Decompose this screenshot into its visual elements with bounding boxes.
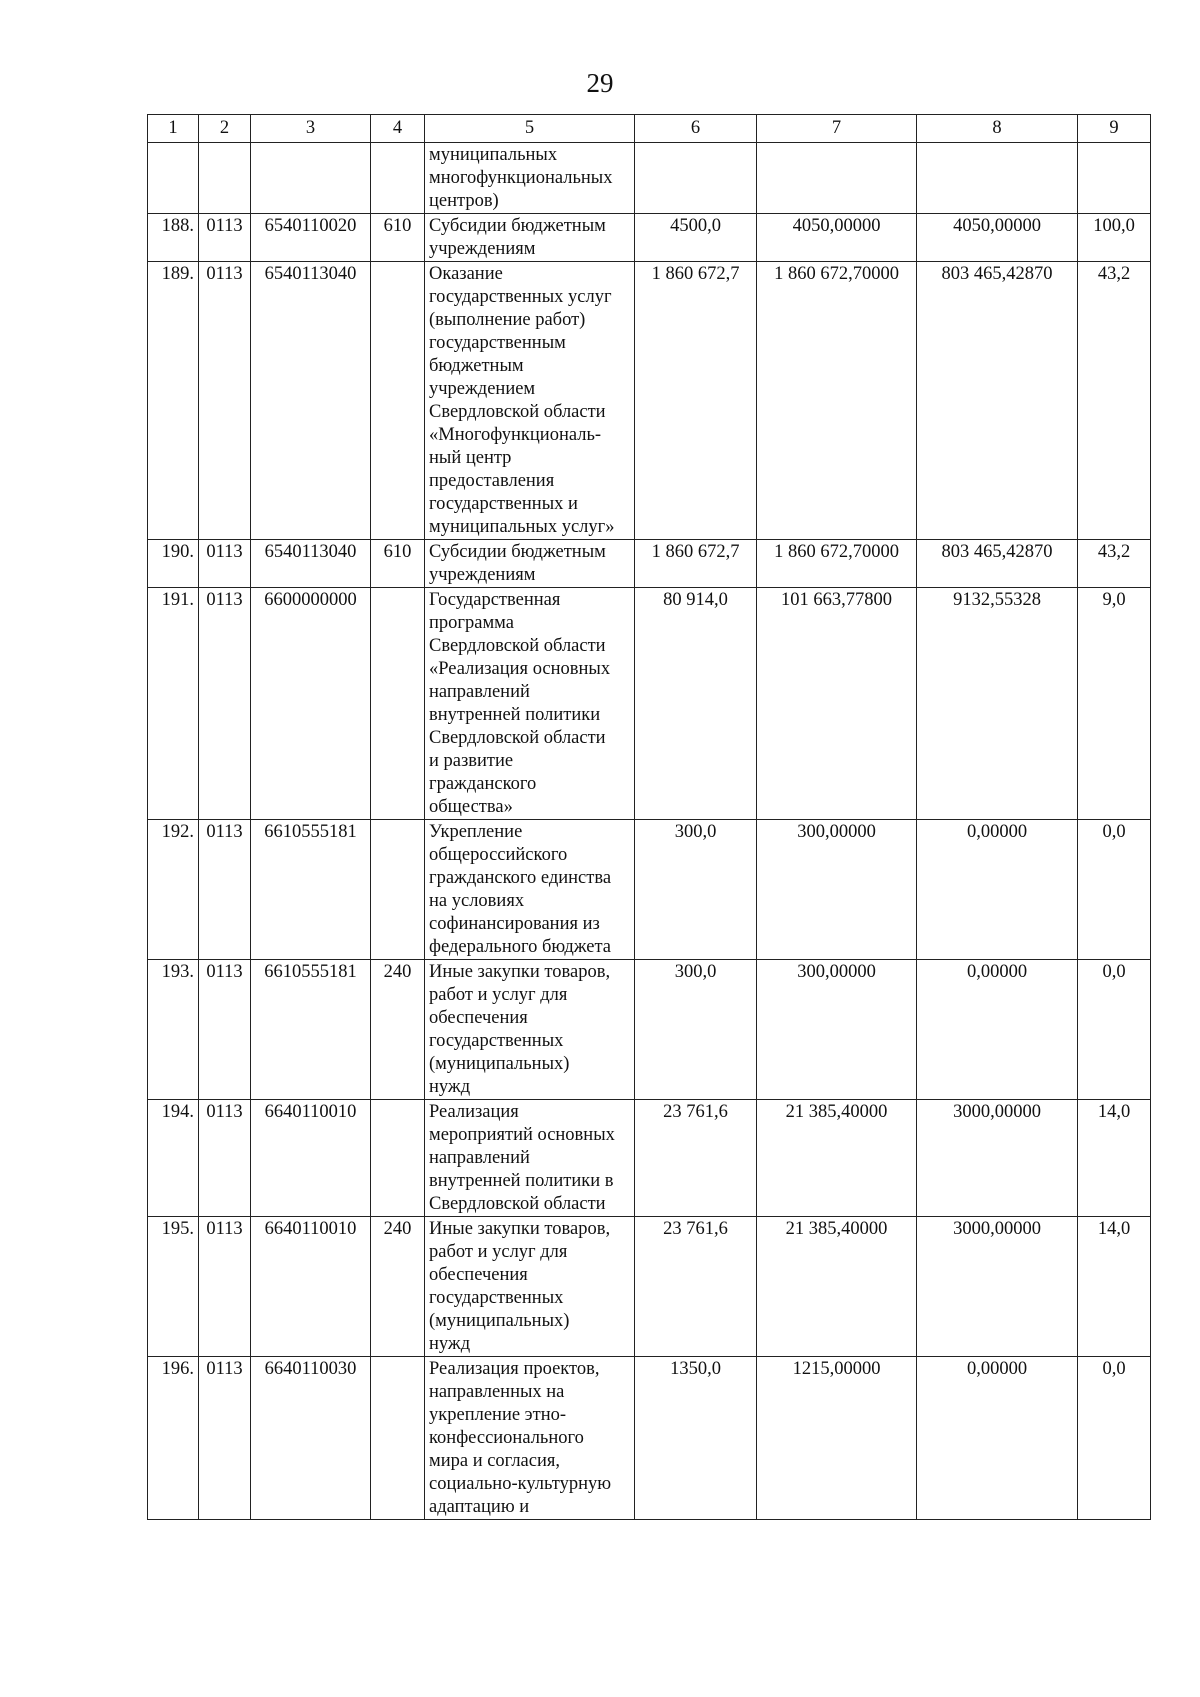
refined-amount-cell: 300,00000 [757,960,917,1100]
planned-amount-cell: 23 761,6 [635,1217,757,1357]
target-article-cell: 6610555181 [251,960,371,1100]
target-article-cell: 6540110020 [251,214,371,262]
percent-cell: 9,0 [1078,588,1151,820]
budget-table [147,114,1151,1520]
percent-cell: 14,0 [1078,1100,1151,1217]
planned-amount-cell: 1 860 672,7 [635,262,757,540]
target-article-cell: 6640110030 [251,1357,371,1520]
executed-amount-cell [917,143,1078,214]
row-number-cell: 194. [148,1100,199,1217]
item-name-cell: Субсидии бюджетным учреждениям [425,214,635,262]
target-article-cell: 6600000000 [251,588,371,820]
refined-amount-cell [757,143,917,214]
expense-type-cell [371,143,425,214]
header-row [148,115,1151,143]
executed-amount-cell: 0,00000 [917,1357,1078,1520]
item-name-cell: Иные закупки товаров, работ и услуг для обеспечения государственных (муниципальных) нужд [425,960,635,1100]
header-cell: 9 [1078,115,1151,143]
percent-cell: 0,0 [1078,1357,1151,1520]
executed-amount-cell: 0,00000 [917,960,1078,1100]
percent-cell: 14,0 [1078,1217,1151,1357]
expense-type-cell [371,1357,425,1520]
percent-cell: 0,0 [1078,820,1151,960]
table-row [148,1357,1151,1520]
planned-amount-cell: 80 914,0 [635,588,757,820]
planned-amount-cell: 300,0 [635,820,757,960]
target-article-cell: 6540113040 [251,262,371,540]
table-row [148,214,1151,262]
percent-cell: 100,0 [1078,214,1151,262]
item-name-cell: Реализация мероприятий основных направлений внутренней политики в Свердловской области [425,1100,635,1217]
target-article-cell: 6640110010 [251,1217,371,1357]
row-number-cell: 190. [148,540,199,588]
executed-amount-cell: 3000,00000 [917,1217,1078,1357]
table-row [148,960,1151,1100]
item-name-cell: Субсидии бюджетным учреждениям [425,540,635,588]
percent-cell [1078,143,1151,214]
section-code-cell: 0113 [199,262,251,540]
planned-amount-cell: 300,0 [635,960,757,1100]
row-number-cell: 195. [148,1217,199,1357]
executed-amount-cell: 9132,55328 [917,588,1078,820]
percent-cell: 43,2 [1078,540,1151,588]
section-code-cell [199,143,251,214]
executed-amount-cell: 803 465,42870 [917,540,1078,588]
refined-amount-cell: 21 385,40000 [757,1217,917,1357]
item-name-cell: Реализация проектов, направленных на укрепление этно- конфессионального мира и согласия, социально-культурную адаптацию и [425,1357,635,1520]
header-cell: 5 [425,115,635,143]
header-cell: 6 [635,115,757,143]
table-row [148,588,1151,820]
planned-amount-cell: 4500,0 [635,214,757,262]
row-number-cell: 188. [148,214,199,262]
row-number-cell: 196. [148,1357,199,1520]
section-code-cell: 0113 [199,540,251,588]
row-number-cell: 193. [148,960,199,1100]
expense-type-cell: 610 [371,214,425,262]
expense-type-cell: 240 [371,1217,425,1357]
header-cell: 3 [251,115,371,143]
section-code-cell: 0113 [199,588,251,820]
row-number-cell: 191. [148,588,199,820]
row-number-cell [148,143,199,214]
refined-amount-cell: 1215,00000 [757,1357,917,1520]
item-name-cell: Государственная программа Свердловской области «Реализация основных направлений внутренней политики Свердловской области и развитие гражданского общества» [425,588,635,820]
planned-amount-cell: 23 761,6 [635,1100,757,1217]
table-row [148,820,1151,960]
section-code-cell: 0113 [199,1217,251,1357]
percent-cell: 0,0 [1078,960,1151,1100]
item-name-cell: Иные закупки товаров, работ и услуг для обеспечения государственных (муниципальных) нужд [425,1217,635,1357]
target-article-cell: 6540113040 [251,540,371,588]
expense-type-cell: 610 [371,540,425,588]
table-row [148,1100,1151,1217]
row-number-cell: 189. [148,262,199,540]
section-code-cell: 0113 [199,1100,251,1217]
planned-amount-cell [635,143,757,214]
executed-amount-cell: 0,00000 [917,820,1078,960]
expense-type-cell [371,820,425,960]
table-row [148,540,1151,588]
header-cell: 2 [199,115,251,143]
planned-amount-cell: 1350,0 [635,1357,757,1520]
item-name-cell: Оказание государственных услуг (выполнение работ) государственным бюджетным учреждением Свердловской области «Многофункциональ- ный центр предоставления государственных и муниципальных услуг» [425,262,635,540]
table-row [148,262,1151,540]
refined-amount-cell: 21 385,40000 [757,1100,917,1217]
item-name-cell: Укрепление общероссийского гражданского единства на условиях софинансирования из федерального бюджета [425,820,635,960]
executed-amount-cell: 4050,00000 [917,214,1078,262]
target-article-cell: 6610555181 [251,820,371,960]
expense-type-cell: 240 [371,960,425,1100]
expense-type-cell [371,1100,425,1217]
table-row [148,143,1151,214]
section-code-cell: 0113 [199,960,251,1100]
row-number-cell: 192. [148,820,199,960]
target-article-cell [251,143,371,214]
target-article-cell: 6640110010 [251,1100,371,1217]
header-cell: 4 [371,115,425,143]
refined-amount-cell: 1 860 672,70000 [757,540,917,588]
executed-amount-cell: 3000,00000 [917,1100,1078,1217]
header-cell: 1 [148,115,199,143]
header-cell: 8 [917,115,1078,143]
refined-amount-cell: 101 663,77800 [757,588,917,820]
expense-type-cell [371,588,425,820]
table-row [148,1217,1151,1357]
percent-cell: 43,2 [1078,262,1151,540]
planned-amount-cell: 1 860 672,7 [635,540,757,588]
header-cell: 7 [757,115,917,143]
section-code-cell: 0113 [199,1357,251,1520]
refined-amount-cell: 4050,00000 [757,214,917,262]
section-code-cell: 0113 [199,214,251,262]
refined-amount-cell: 1 860 672,70000 [757,262,917,540]
expense-type-cell [371,262,425,540]
table-body [148,143,1151,1520]
section-code-cell: 0113 [199,820,251,960]
item-name-cell: муниципальных многофункциональных центров) [425,143,635,214]
page-number: 29 [586,68,614,98]
executed-amount-cell: 803 465,42870 [917,262,1078,540]
refined-amount-cell: 300,00000 [757,820,917,960]
